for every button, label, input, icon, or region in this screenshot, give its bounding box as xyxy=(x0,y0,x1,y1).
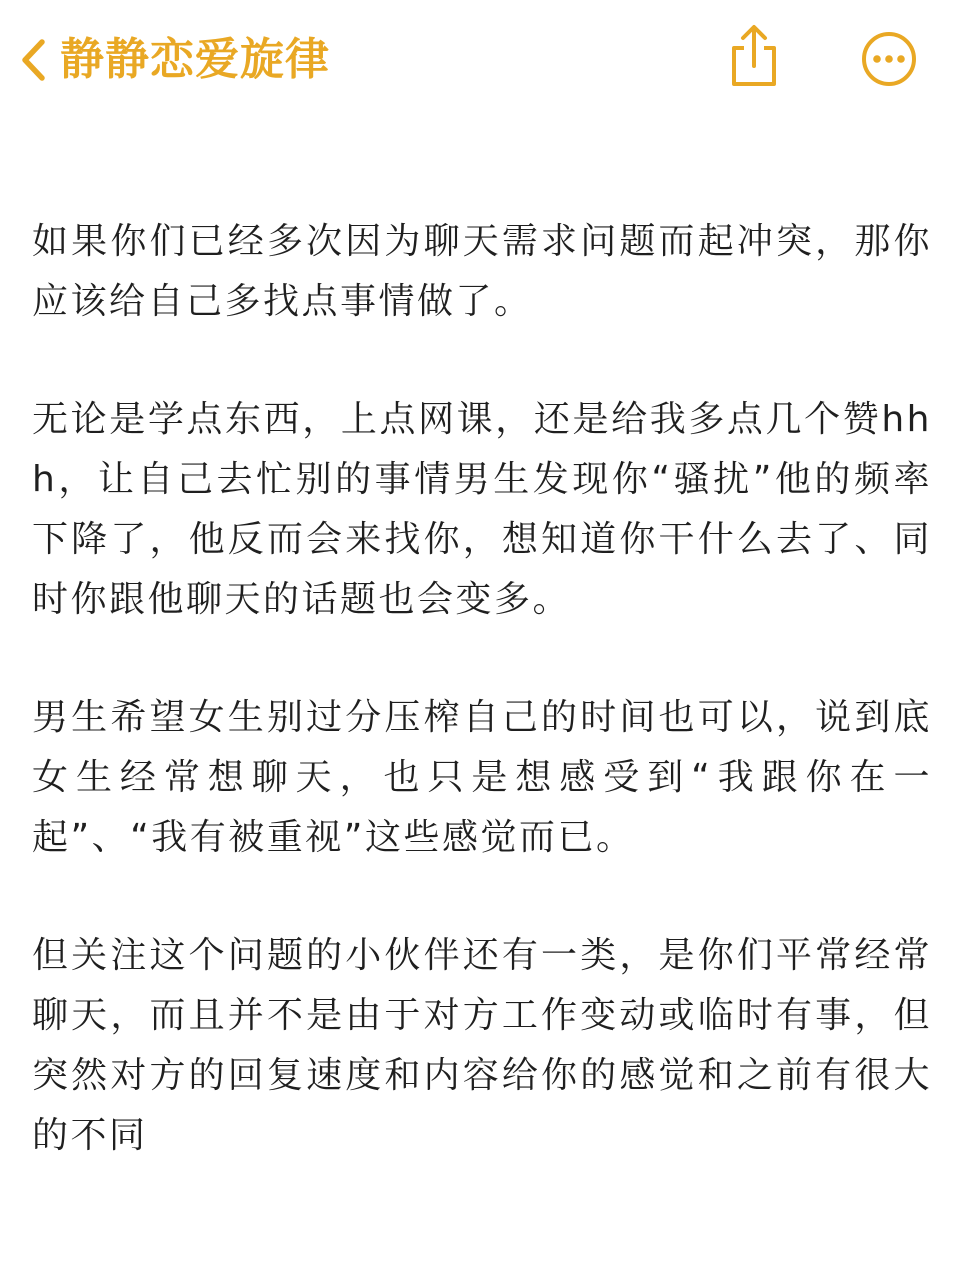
navigation-bar xyxy=(0,0,960,120)
back-button[interactable] xyxy=(18,28,330,92)
paragraph: 无论是学点东西，上点网课，还是给我多点几个赞hhh，让自己去忙别的事情男生发现你“骚扰”他的频率下降了，他反而会来找你，想知道你干什么去了、同时你跟他聊天的话题也会变多。 xyxy=(32,399,932,620)
paragraph: 男生希望女生别过分压榨自己的时间也可以，说到底女生经常想聊天，也只是想感受到“我跟你在一起”、“我有被重视”这些感觉而已。 xyxy=(32,697,932,858)
back-label: 静静恋爱旋律 xyxy=(60,34,330,85)
note-body[interactable] xyxy=(32,212,932,1224)
chevron-left-icon xyxy=(18,37,48,83)
share-icon[interactable] xyxy=(726,24,782,90)
paragraph: 但关注这个问题的小伙伴还有一类，是你们平常经常聊天，而且并不是由于对方工作变动或临时有事，但突然对方的回复速度和内容给你的感觉和之前有很大的不同 xyxy=(32,935,932,1156)
more-icon[interactable] xyxy=(860,30,918,88)
paragraph: 如果你们已经多次因为聊天需求问题而起冲突，那你应该给自己多找点事情做了。 xyxy=(32,221,932,322)
